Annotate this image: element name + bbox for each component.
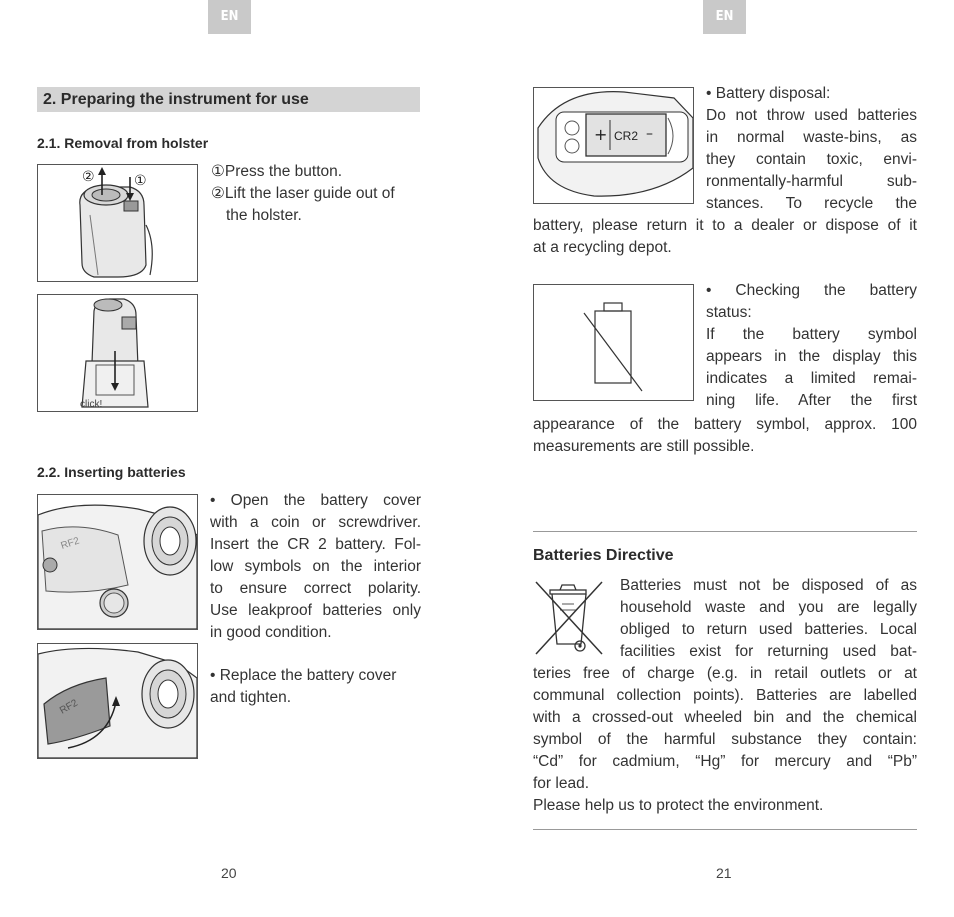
model-label-2: RF2 — [58, 697, 80, 717]
low-battery-symbol-figure — [533, 284, 694, 401]
subsection-title-batteries: 2.2. Inserting batteries — [37, 464, 186, 480]
callout-1: ① — [134, 173, 147, 189]
page-number-left: 20 — [221, 865, 237, 881]
batteries-directive-title: Batteries Directive — [533, 547, 674, 564]
insert-battery-text: • Open the battery cover with a coin or screwdriver. Insert the CR 2 battery. Fol- low symbols on the interior to ensure correct polarity. Use leakproof batteries only in good condition. — [210, 492, 421, 641]
holster-insert-figure — [37, 294, 198, 412]
battery-disposal-text: • Battery disposal: Do not throw used batteries in normal waste-bins, as they contain toxic, envi- ronmentally-harmful sub- stances. To recycle the — [706, 85, 917, 212]
replace-cover-text: • Replace the battery cover and tighten. — [210, 667, 397, 706]
crossed-bin-icon — [530, 574, 606, 658]
battery-type-label: CR2 — [614, 129, 639, 143]
holster-removal-figure — [37, 164, 198, 282]
battery-minus-sign: – — [646, 126, 653, 142]
replace-battery-cover-figure — [37, 643, 198, 759]
batteries-directive-text: Batteries must not be disposed of as household waste and you are legally obliged to return used batteries. Local facilities exist for returning used bat- — [620, 577, 917, 660]
model-label: RF2 — [59, 535, 81, 552]
callout-2: ② — [82, 169, 95, 185]
battery-compartment-figure — [533, 87, 694, 204]
batteries-directive-text-cont: teries free of charge (e.g. in retail outlets or at communal collection points). Batteries are labelled with a crossed-out wheeled bin and the chemical symbol of the harmful substance they contain: “Cd” for cadmium, “Hg” for mercury and “Pb” for lead. Please help us to protect the environment. — [533, 665, 917, 814]
battery-status-text: • Checking the battery status: If the battery symbol appears in the display this indicates a limited remai- ning life. After the first — [706, 282, 917, 409]
language-tab-left: EN — [208, 0, 251, 34]
divider-bottom — [533, 829, 917, 830]
section-title: 2. Preparing the instrument for use — [37, 87, 420, 112]
open-battery-cover-figure — [37, 494, 198, 630]
battery-disposal-text-cont: battery, please return it to a dealer or dispose of it at a recycling depot. — [533, 217, 917, 256]
battery-plus-sign: + — [594, 125, 608, 144]
page-number-right: 21 — [716, 865, 732, 881]
holster-steps: ①Press the button. ②Lift the laser guide out of the holster. — [211, 163, 395, 224]
battery-status-text-cont: appearance of the battery symbol, approx. 100 measurements are still possible. — [533, 416, 917, 455]
subsection-title-holster: 2.1. Removal from holster — [37, 135, 209, 151]
divider-top — [533, 531, 917, 532]
language-tab-right: EN — [703, 0, 746, 34]
click-label: click! — [80, 399, 103, 410]
